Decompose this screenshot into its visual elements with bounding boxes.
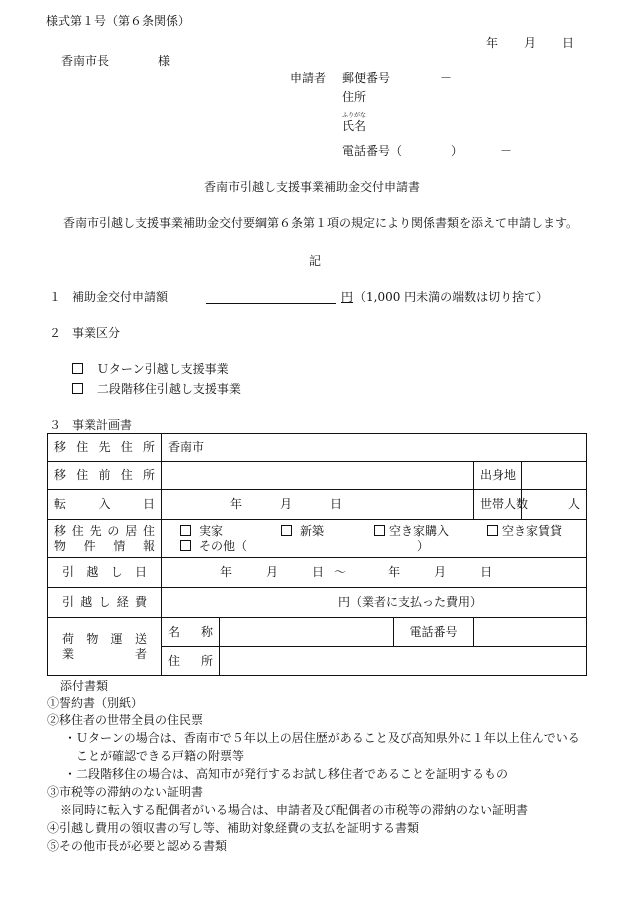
section2-number: ２ bbox=[49, 326, 62, 340]
property-option-home: 実家 bbox=[199, 523, 224, 538]
option-two-stage[interactable] bbox=[72, 382, 241, 396]
carrier-name-label: 名称 bbox=[162, 618, 220, 647]
date-day: 日 bbox=[562, 36, 575, 50]
moving-year-to: 年 bbox=[388, 565, 401, 579]
property-option-vacant-buy: 空き家購入 bbox=[389, 523, 450, 538]
option-uturn[interactable] bbox=[72, 362, 229, 376]
moving-year-from: 年 bbox=[220, 565, 233, 579]
property-option-vacant-rent: 空き家賃貸 bbox=[502, 523, 563, 538]
moving-date-label: 引越し日 bbox=[48, 558, 162, 588]
move-in-day: 日 bbox=[330, 497, 343, 511]
carrier-phone-field[interactable] bbox=[474, 618, 587, 647]
prev-address-label: 移住前住所 bbox=[48, 462, 162, 490]
row-property-info bbox=[48, 520, 587, 558]
moving-date-tilde: ～ bbox=[334, 565, 347, 579]
intro-text: 香南市引越し支援事業補助金交付要綱第６条第１項の規定により関係書類を添えて申請します。 bbox=[63, 216, 579, 230]
moving-day-to: 日 bbox=[480, 565, 493, 579]
section1-number: １ bbox=[49, 290, 62, 304]
option-two-stage-label: 二段階移住引越し支援事業 bbox=[96, 382, 241, 396]
birthplace-label: 出身地 bbox=[474, 462, 522, 490]
checkbox-icon[interactable] bbox=[374, 525, 385, 536]
prev-address-field[interactable] bbox=[162, 462, 474, 490]
property-label-line2: 物件情報 bbox=[54, 538, 155, 553]
attachment-item: ①誓約書（別紙） bbox=[47, 696, 144, 710]
carrier-phone-label: 電話番号 bbox=[394, 618, 474, 647]
property-option-new: 新築 bbox=[300, 523, 325, 538]
carrier-label-line2: 業者 bbox=[62, 646, 147, 661]
household-label: 世帯人数 bbox=[474, 490, 522, 520]
carrier-name-field[interactable] bbox=[220, 618, 394, 647]
attachment-note: ※同時に転入する配偶者がいる場合は、申請者及び配偶者の市税等の滞納のない証明書 bbox=[60, 803, 529, 817]
dest-address-label: 移住先住所 bbox=[48, 434, 162, 462]
checkbox-icon[interactable] bbox=[281, 525, 292, 536]
row-moving-cost bbox=[48, 588, 587, 618]
property-label bbox=[48, 520, 162, 558]
postal-code-label: 郵便番号 bbox=[342, 71, 391, 85]
household-field[interactable] bbox=[522, 490, 587, 520]
amount-note: （1,000 円未満の端数は切り捨て） bbox=[354, 290, 549, 304]
checkbox-icon[interactable] bbox=[72, 363, 83, 374]
section3-label: 事業計画書 bbox=[72, 418, 133, 432]
ki-marker: 記 bbox=[309, 254, 322, 268]
carrier-address-field[interactable] bbox=[220, 647, 587, 676]
attachments-heading: 添付書類 bbox=[60, 679, 109, 693]
move-in-label: 転入日 bbox=[48, 490, 162, 520]
form-number: 様式第１号（第６条関係） bbox=[46, 14, 191, 28]
row-moving-date bbox=[48, 558, 587, 588]
property-option-other: その他（ bbox=[199, 538, 248, 553]
property-other-close: ） bbox=[417, 538, 430, 553]
carrier-label bbox=[48, 618, 162, 676]
section3-number: ３ bbox=[49, 418, 62, 432]
date-month: 月 bbox=[524, 36, 537, 50]
row-move-in bbox=[48, 490, 587, 520]
moving-cost-unit: 円（業者に支払った費用） bbox=[338, 595, 483, 609]
checkbox-icon[interactable] bbox=[72, 383, 83, 394]
move-in-month: 月 bbox=[280, 497, 293, 511]
applicant-label: 申請者 bbox=[290, 71, 327, 85]
birthplace-field[interactable] bbox=[522, 462, 587, 490]
property-label-line1: 移住先の居住 bbox=[54, 523, 155, 538]
move-in-year: 年 bbox=[230, 497, 243, 511]
attachment-subitem-cont: ことが確認できる戸籍の附票等 bbox=[76, 749, 245, 763]
addressee-honorific: 様 bbox=[158, 54, 171, 68]
moving-cost-field[interactable] bbox=[162, 588, 587, 618]
household-unit: 人 bbox=[568, 497, 581, 511]
moving-month-to: 月 bbox=[434, 565, 447, 579]
document-title: 香南市引越し支援事業補助金交付申請書 bbox=[204, 180, 421, 194]
row-carrier-name bbox=[48, 618, 587, 647]
checkbox-icon[interactable] bbox=[487, 525, 498, 536]
checkbox-icon[interactable] bbox=[180, 525, 191, 536]
move-in-date-field[interactable] bbox=[162, 490, 474, 520]
attachment-item: ⑤その他市長が必要と認める書類 bbox=[47, 839, 228, 853]
dest-address-field[interactable]: 香南市 bbox=[162, 434, 587, 462]
checkbox-icon[interactable] bbox=[180, 540, 191, 551]
phone-close-paren: ） bbox=[451, 144, 464, 158]
addressee-name: 香南市長 bbox=[61, 54, 110, 68]
moving-date-field[interactable] bbox=[162, 558, 587, 588]
moving-month-from: 月 bbox=[266, 565, 279, 579]
phone-label: 電話番号（ bbox=[342, 144, 403, 158]
address-label: 住所 bbox=[342, 90, 367, 104]
attachment-subitem: ・二段階移住の場合は、高知市が発行するお試し移住者であることを証明するもの bbox=[64, 767, 509, 781]
amount-unit: 円 bbox=[341, 290, 354, 304]
carrier-address-label: 住所 bbox=[162, 647, 220, 676]
name-ruby: ふりがな bbox=[342, 112, 367, 119]
moving-cost-label: 引越し経費 bbox=[48, 588, 162, 618]
section2-label: 事業区分 bbox=[72, 326, 121, 340]
property-options bbox=[162, 520, 587, 558]
carrier-label-line1: 荷物運送 bbox=[62, 631, 147, 646]
attachment-item: ③市税等の滞納のない証明書 bbox=[47, 785, 204, 799]
attachment-item: ④引越し費用の領収書の写し等、補助対象経費の支払を証明する書類 bbox=[47, 821, 420, 835]
name-label: 氏名 bbox=[342, 119, 367, 133]
moving-day-from: 日 bbox=[312, 565, 325, 579]
section1-label: 補助金交付申請額 bbox=[72, 290, 169, 304]
row-previous-address bbox=[48, 462, 587, 490]
option-uturn-label: Ｕターン引越し支援事業 bbox=[96, 362, 229, 376]
attachment-subitem: ・Ｕターンの場合は、香南市で５年以上の居住歴があること及び高知県外に１年以上住んでいる bbox=[64, 731, 580, 745]
plan-table bbox=[47, 433, 587, 676]
attachment-item: ②移住者の世帯全員の住民票 bbox=[47, 713, 204, 727]
row-destination-address bbox=[48, 434, 587, 462]
amount-underline bbox=[206, 303, 336, 304]
phone-dash: － bbox=[500, 144, 513, 158]
date-year: 年 bbox=[486, 36, 499, 50]
postal-code-dash: － bbox=[440, 71, 453, 85]
